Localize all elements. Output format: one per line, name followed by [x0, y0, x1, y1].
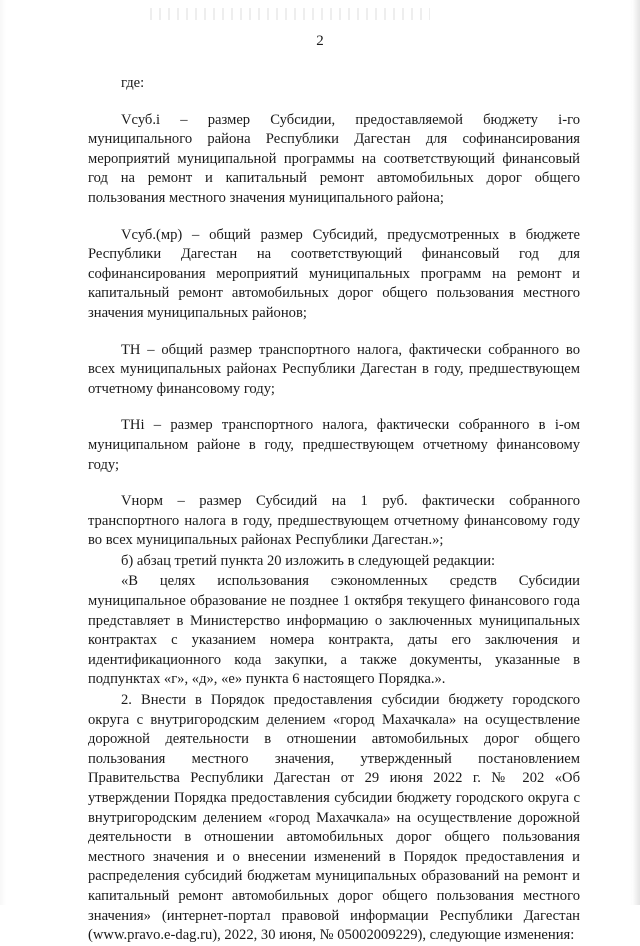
paragraph-vnorm: Vнорм – размер Субсидий на 1 руб. фактически собранного транспортного налога в году, предшествующем отчетному финансовому году во всех муниципальных районах Республики Дагестан.»; — [88, 493, 580, 549]
paragraph-quote-savings: «В целях использования сэкономленных средств Субсидии муниципальное образование не позднее 1 октября текущего финансового года представляет в Министерство информацию о заключенных муниципальных контрактах с указанием номера контракта, даты его заключения и идентификационного кода закупки, а также документы, указанные в подпунктах «г», «д», «е» пункта 6 настоящего Порядка.». — [88, 573, 580, 688]
paragraph-tni: ТНi – размер транспортного налога, фактически собранного в i-ом муниципальном районе в году, предшествующем отчетному финансовому году; — [88, 417, 580, 473]
paragraph-item-b: б) абзац третий пункта 20 изложить в следующей редакции: — [121, 552, 496, 569]
document-body — [88, 74, 580, 946]
page-number: 2 — [316, 33, 324, 49]
page-edge-shadow — [632, 0, 640, 905]
scan-artifact — [150, 8, 430, 20]
paragraph-tn: ТН – общий размер транспортного налога, фактически собранного во всех муниципальных районах Республики Дагестан в году, предшествующем отчетному финансовому году; — [88, 341, 580, 397]
paragraph-vsub-i: Vсуб.i – размер Субсидии, предоставляемой бюджету i-го муниципального района Республики Дагестан для софинансирования мероприятий муниципальной программы на соответствующий финансовый год на ремонт и капитальный ремонт автомобильных дорог общего пользования местного значения муниципального района; — [88, 111, 580, 206]
paragraph-item-2: 2. Внести в Порядок предоставления субсидии бюджету городского округа с внутригородским делением «город Махачкала» на осуществление дорожной деятельности в отношении автомобильных дорог общего пользования местного значения, утвержденный постановлением Правительства Республики Дагестан от 29 июня 2022 г. № 202 «Об утверждении Порядка предоставления субсидии бюджету городского округа с внутригородским делением «город Махачкала» на осуществление дорожной деятельности в отношении автомобильных дорог общего пользования местного значения и о внесении изменений в Порядок предоставления и распределения субсидий бюджетам муниципальных образований на ремонт и капитальный ремонт автомобильных дорог общего пользования местного значения» (интернет-портал правовой информации Республики Дагестан (www.pravo.e-dag.ru), 2022, 30 июня, № 05002009229), следующие изменения: — [88, 692, 580, 944]
paragraph-where: где: — [121, 75, 145, 91]
paragraph-vsub-mr: Vсуб.(мр) – общий размер Субсидий, предусмотренных в бюджете Республики Дагестан на соответствующий финансовый год для софинансирования мероприятий муниципальных программ на ремонт и капитальный ремонт автомобильных дорог общего пользования местного значения муниципальных районов; — [88, 226, 580, 321]
